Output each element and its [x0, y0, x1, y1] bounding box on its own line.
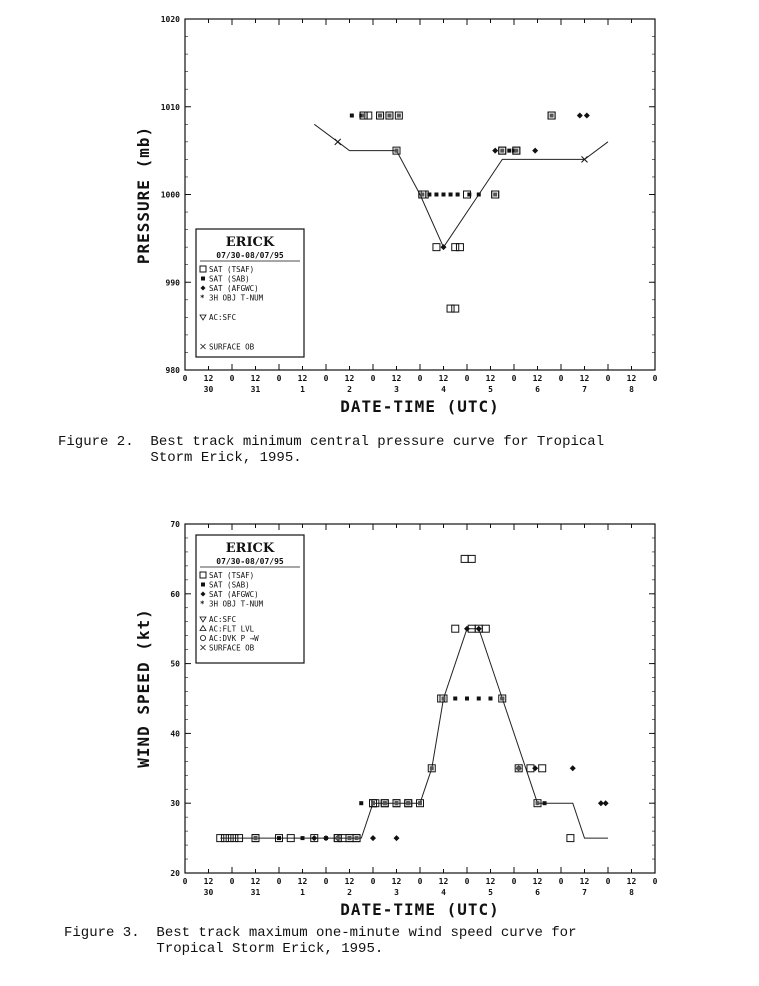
- legend-symbol-1: [201, 277, 205, 281]
- legend-item-1: SAT (SAB): [209, 274, 250, 284]
- marker-3h-obj-t-num-5-fill: [420, 193, 424, 197]
- marker-sat-afgwc--3: [370, 835, 376, 841]
- legend-item-0: SAT (TSAF): [209, 265, 255, 274]
- y-tick-label-4: 1020: [160, 15, 180, 24]
- x-tick-label-hour-17: 12: [579, 374, 590, 383]
- x-tick-label-hour-7: 12: [344, 877, 355, 886]
- legend-title: ERICK: [225, 541, 275, 556]
- marker-3h-obj-t-num-6-fill: [395, 801, 399, 805]
- x-tick-label-day-1: 31: [250, 888, 261, 897]
- marker-3h-obj-t-num-3-fill: [397, 114, 401, 118]
- marker-3h-obj-t-num-4-fill: [371, 801, 375, 805]
- best-track-line: [314, 124, 608, 247]
- marker-sat-afgwc--8: [532, 765, 538, 771]
- marker-sat-sab--5: [359, 801, 363, 805]
- x-tick-label-day-3: 2: [347, 385, 352, 394]
- chart-wind-speed: [134, 520, 658, 919]
- x-tick-label-hour-9: 12: [391, 877, 402, 886]
- x-tick-label-day-2: 1: [300, 888, 305, 897]
- series-sat-sab-: [350, 114, 516, 197]
- y-tick-label-2: 1000: [160, 190, 180, 200]
- y-tick-label-0: 980: [165, 366, 180, 375]
- marker-sat-tsaf--11: [447, 305, 454, 312]
- marker-3h-obj-t-num-0-fill: [254, 836, 258, 840]
- marker-3h-obj-t-num-4-fill: [395, 149, 399, 153]
- x-tick-label-hour-12: 0: [464, 374, 470, 383]
- x-tick-label-hour-11: 12: [438, 374, 449, 383]
- marker-sat-afgwc--11: [603, 800, 609, 806]
- x-tick-label-day-5: 4: [441, 385, 446, 394]
- legend-item-2: SAT (AFGWC): [209, 284, 259, 293]
- marker-sat-afgwc--4: [584, 113, 590, 119]
- x-tick-label-hour-7: 12: [344, 374, 355, 383]
- x-tick-label-hour-13: 12: [485, 374, 496, 383]
- marker-3h-obj-t-num-10-fill: [442, 697, 446, 701]
- x-tick-label-hour-1: 12: [203, 877, 214, 886]
- marker-3h-obj-t-num-11-fill: [500, 697, 504, 701]
- legend-item-6: AC:DVK P →W: [209, 634, 259, 643]
- x-tick-label-day-7: 6: [535, 888, 540, 897]
- legend-item-3: 3H OBJ T-NUM: [209, 293, 264, 303]
- y-tick-label-1: 990: [165, 278, 180, 288]
- x-tick-label-hour-10: 0: [417, 877, 423, 886]
- x-tick-label-hour-2: 0: [229, 877, 235, 886]
- marker-3h-obj-t-num-12-fill: [517, 766, 521, 770]
- x-tick-label-hour-10: 0: [417, 374, 423, 383]
- x-tick-label-hour-6: 0: [323, 374, 329, 383]
- x-tick-label-hour-20: 0: [652, 374, 658, 383]
- x-tick-label-day-6: 5: [488, 888, 493, 897]
- marker-sat-sab--6: [434, 193, 438, 197]
- x-tick-label-hour-8: 0: [370, 374, 376, 383]
- legend-item-0: SAT (TSAF): [209, 571, 255, 580]
- marker-3h-obj-t-num-2-fill: [387, 114, 391, 118]
- figure-3-caption: Figure 3. Best track maximum one-minute wind speed curve for Tropical Storm Erick, 1995.: [64, 925, 577, 957]
- legend-item-3: 3H OBJ T-NUM: [209, 599, 264, 609]
- x-tick-label-hour-9: 12: [391, 374, 402, 383]
- marker-sat-afgwc--6: [476, 626, 482, 632]
- x-tick-label-day-6: 5: [488, 385, 493, 394]
- y-axis-title: PRESSURE (mb): [134, 125, 153, 265]
- marker-sat-sab--13: [465, 697, 469, 701]
- marker-sat-afgwc--5: [464, 626, 470, 632]
- x-tick-label-hour-14: 0: [511, 374, 517, 383]
- marker-sat-tsaf--27: [567, 835, 574, 842]
- marker-sat-sab--8: [449, 193, 453, 197]
- x-tick-label-hour-17: 12: [579, 877, 590, 886]
- marker-3h-obj-t-num-3-fill: [355, 836, 359, 840]
- marker-sat-sab--14: [477, 697, 481, 701]
- marker-sat-tsaf--26: [539, 765, 546, 772]
- x-tick-label-hour-0: 0: [182, 374, 188, 383]
- x-tick-label-hour-0: 0: [182, 877, 188, 886]
- legend-item-4: AC:SFC: [209, 615, 237, 624]
- y-tick-label-4: 60: [170, 589, 180, 599]
- marker-3h-obj-t-num-7-fill: [406, 801, 410, 805]
- legend-item-1: SAT (SAB): [209, 580, 250, 590]
- marker-sat-sab--12: [453, 697, 457, 701]
- x-tick-label-hour-5: 12: [297, 374, 308, 383]
- marker-3h-obj-t-num-9-fill: [430, 766, 434, 770]
- marker-sat-sab--0: [350, 114, 354, 118]
- x-tick-label-day-9: 8: [629, 888, 634, 897]
- marker-sat-tsaf--23: [461, 555, 468, 562]
- marker-sat-afgwc--9: [570, 765, 576, 771]
- y-tick-label-1: 30: [170, 799, 180, 809]
- x-tick-label-hour-11: 12: [438, 877, 449, 886]
- marker-sat-tsaf--22: [482, 625, 489, 632]
- x-tick-label-hour-6: 0: [323, 877, 329, 886]
- x-tick-label-day-7: 6: [535, 385, 540, 394]
- legend-symbol-1: [201, 583, 205, 587]
- legend-symbol-3: *: [200, 293, 205, 303]
- marker-sat-afgwc--2: [532, 148, 538, 154]
- x-tick-label-day-0: 30: [203, 385, 214, 394]
- marker-sat-tsaf--9: [452, 244, 459, 251]
- x-tick-label-hour-4: 0: [276, 877, 282, 886]
- marker-sat-afgwc--4: [394, 835, 400, 841]
- legend-item-4: AC:SFC: [209, 313, 237, 322]
- x-tick-label-hour-19: 12: [626, 877, 637, 886]
- marker-sat-sab--1: [277, 836, 281, 840]
- x-tick-label-hour-2: 0: [229, 374, 235, 383]
- x-tick-label-day-0: 30: [203, 888, 214, 897]
- marker-sat-sab--5: [427, 193, 431, 197]
- figure-2-caption: Figure 2. Best track minimum central pressure curve for Tropical Storm Erick, 1995.: [58, 434, 605, 466]
- y-tick-label-0: 20: [170, 869, 180, 878]
- marker-3h-obj-t-num-7-fill: [500, 149, 504, 153]
- marker-sat-afgwc--1: [323, 835, 329, 841]
- legend-dates: 07/30-08/07/95: [216, 557, 284, 566]
- x-tick-label-hour-3: 12: [250, 374, 261, 383]
- marker-sat-sab--18: [543, 801, 547, 805]
- x-tick-label-hour-16: 0: [558, 374, 564, 383]
- chart-pressure: [134, 15, 658, 416]
- legend: [196, 535, 304, 663]
- x-axis-title: DATE-TIME (UTC): [340, 397, 500, 416]
- legend: [196, 229, 304, 357]
- y-tick-label-2: 40: [170, 729, 180, 739]
- marker-sat-tsaf--1: [365, 112, 372, 119]
- series-sat-tsaf-: [360, 112, 555, 312]
- marker-3h-obj-t-num-0-fill: [362, 114, 366, 118]
- x-axis-title: DATE-TIME (UTC): [340, 900, 500, 919]
- marker-sat-tsaf--24: [468, 555, 475, 562]
- x-tick-label-hour-13: 12: [485, 877, 496, 886]
- marker-sat-tsaf--8: [433, 244, 440, 251]
- x-tick-label-hour-18: 0: [605, 877, 611, 886]
- legend-dates: 07/30-08/07/95: [216, 251, 284, 260]
- marker-3h-obj-t-num-5-fill: [383, 801, 387, 805]
- x-tick-label-day-4: 3: [394, 888, 399, 897]
- marker-3h-obj-t-num-9-fill: [550, 114, 554, 118]
- marker-sat-afgwc--0: [441, 244, 447, 250]
- x-tick-label-hour-1: 12: [203, 374, 214, 383]
- y-tick-label-3: 1010: [160, 102, 180, 112]
- x-tick-label-day-8: 7: [582, 385, 587, 394]
- marker-sat-sab--11: [477, 193, 481, 197]
- series-sat-afgwc-: [311, 626, 608, 841]
- marker-sat-afgwc--3: [577, 113, 583, 119]
- legend-item-7: SURFACE OB: [209, 643, 255, 653]
- marker-surface-ob-0: [335, 139, 341, 145]
- x-tick-label-hour-3: 12: [250, 877, 261, 886]
- x-tick-label-day-3: 2: [347, 888, 352, 897]
- x-tick-label-day-5: 4: [441, 888, 446, 897]
- x-tick-label-hour-19: 12: [626, 374, 637, 383]
- x-tick-label-day-9: 8: [629, 385, 634, 394]
- x-tick-label-day-4: 3: [394, 385, 399, 394]
- marker-3h-obj-t-num-13-fill: [536, 801, 540, 805]
- legend-title: ERICK: [225, 235, 275, 250]
- x-tick-label-hour-5: 12: [297, 877, 308, 886]
- marker-sat-afgwc--1: [492, 148, 498, 154]
- marker-sat-sab--12: [507, 149, 511, 153]
- marker-3h-obj-t-num-6-fill: [493, 193, 497, 197]
- legend-symbol-3: *: [200, 599, 205, 609]
- marker-sat-tsaf--10: [456, 244, 463, 251]
- marker-sat-sab--9: [456, 193, 460, 197]
- series-sat-sab-: [254, 697, 547, 841]
- marker-sat-tsaf--12: [452, 305, 459, 312]
- marker-3h-obj-t-num-2-fill: [348, 836, 352, 840]
- y-tick-label-3: 50: [170, 659, 180, 669]
- x-tick-label-day-2: 1: [300, 385, 305, 394]
- x-tick-label-hour-15: 12: [532, 374, 543, 383]
- x-tick-label-day-8: 7: [582, 888, 587, 897]
- marker-3h-obj-t-num-8-fill: [514, 149, 518, 153]
- marker-sat-afgwc--0: [311, 835, 317, 841]
- series-3h-obj-t-num: [252, 695, 541, 842]
- marker-3h-obj-t-num-1-fill: [336, 836, 340, 840]
- x-tick-label-hour-14: 0: [511, 877, 517, 886]
- x-tick-label-day-1: 31: [250, 385, 261, 394]
- marker-sat-tsaf--19: [452, 625, 459, 632]
- marker-sat-sab--10: [467, 193, 471, 197]
- y-axis-title: WIND SPEED (kt): [134, 608, 153, 768]
- x-tick-label-hour-4: 0: [276, 374, 282, 383]
- x-tick-label-hour-12: 0: [464, 877, 470, 886]
- x-tick-label-hour-15: 12: [532, 877, 543, 886]
- y-tick-label-5: 70: [170, 520, 180, 529]
- marker-3h-obj-t-num-1-fill: [378, 114, 382, 118]
- x-tick-label-hour-20: 0: [652, 877, 658, 886]
- legend-item-2: SAT (AFGWC): [209, 590, 259, 599]
- x-tick-label-hour-18: 0: [605, 374, 611, 383]
- marker-sat-sab--15: [489, 697, 493, 701]
- marker-sat-sab--2: [301, 836, 305, 840]
- legend-item-5: SURFACE OB: [209, 342, 255, 352]
- marker-3h-obj-t-num-8-fill: [418, 801, 422, 805]
- series-3h-obj-t-num: [360, 112, 555, 198]
- legend-item-5: AC:FLT LVL: [209, 624, 255, 634]
- x-tick-label-hour-16: 0: [558, 877, 564, 886]
- x-tick-label-hour-8: 0: [370, 877, 376, 886]
- series-sat-afgwc-: [441, 113, 590, 251]
- marker-sat-sab--7: [442, 193, 446, 197]
